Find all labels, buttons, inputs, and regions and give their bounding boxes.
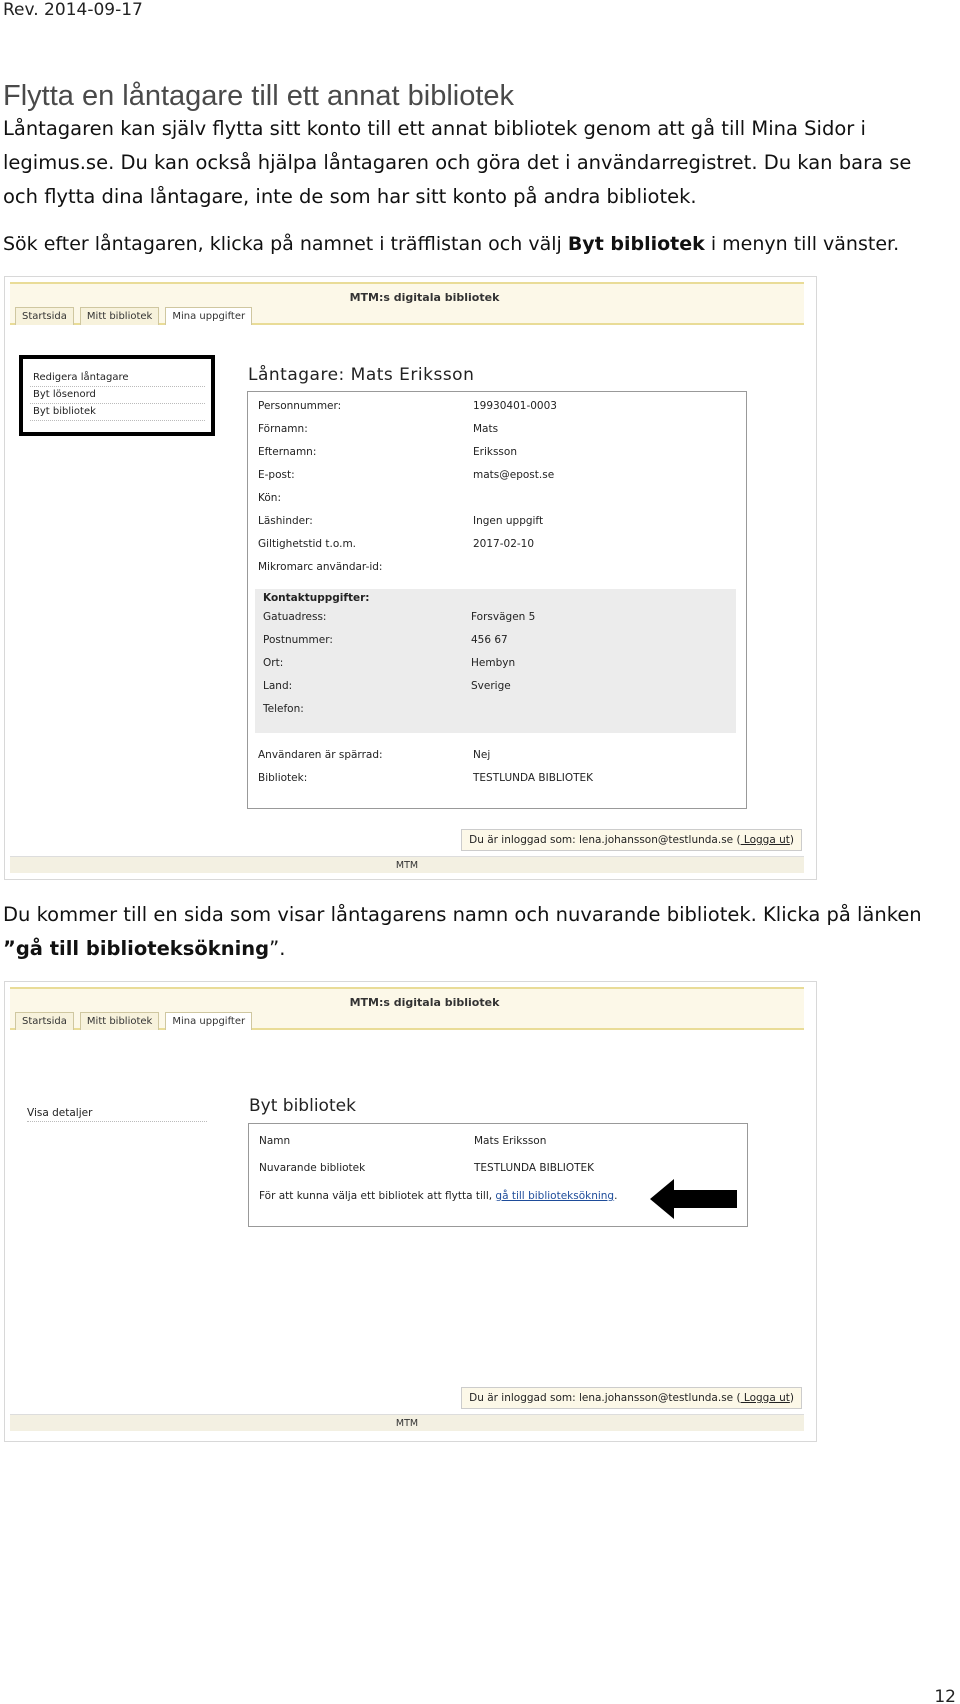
side-menu-highlight: [19, 355, 215, 436]
field-label: Ort:: [263, 657, 284, 669]
pointer-arrow-icon: [650, 1179, 740, 1219]
screenshot-byt-bibliotek: [4, 981, 817, 1442]
logout-link[interactable]: Logga ut: [740, 834, 790, 846]
tab-bar: [15, 1012, 252, 1030]
field-label: Läshinder:: [258, 515, 313, 527]
followup-text-a: Du kommer till en sida som visar låntagarens namn och nuvarande bibliotek. Klicka på länken: [3, 903, 922, 926]
contact-row: [263, 611, 726, 626]
contact-section: [255, 589, 736, 733]
app-footer: MTM: [10, 856, 804, 873]
field-label: Postnummer:: [263, 634, 333, 646]
menu-item-visa-detaljer[interactable]: Visa detaljer: [27, 1107, 207, 1122]
app-title: MTM:s digitala bibliotek: [349, 996, 500, 1009]
field-row: [258, 749, 736, 764]
tab-startsida[interactable]: Startsida: [15, 1012, 74, 1030]
field-label: E-post:: [258, 469, 295, 481]
contact-title: Kontaktuppgifter:: [263, 592, 370, 604]
field-row: [258, 400, 736, 415]
instruction-text-a: Sök efter låntagaren, klicka på namnet i träfflistan och välj: [3, 233, 568, 255]
intro-paragraph: Låntagaren kan själv flytta sitt konto till ett annat bibliotek genom att gå till Mina Sidor i legimus.se. Du kan också hjälpa låntagaren och göra det i användarregistret. Du kan bara se och flytta dina låntagare, inte de som har sitt konto på andra bibliotek.: [3, 117, 912, 208]
field-value: TESTLUNDA BIBLIOTEK: [473, 772, 594, 784]
tab-startsida[interactable]: Startsida: [15, 307, 74, 325]
tab-mina-uppgifter[interactable]: Mina uppgifter: [165, 1012, 252, 1030]
app-header: [10, 282, 804, 325]
field-label: Gatuadress:: [263, 611, 327, 623]
info-value: TESTLUNDA BIBLIOTEK: [474, 1162, 595, 1174]
field-row: [258, 538, 736, 553]
field-label: Kön:: [258, 492, 281, 504]
tab-mina-uppgifter[interactable]: Mina uppgifter: [165, 307, 252, 325]
instruction-text-c: i menyn till vänster.: [704, 233, 900, 255]
field-value: 19930401-0003: [473, 400, 557, 412]
login-text: Du är inloggad som: lena.johansson@testlunda.se (: [469, 1392, 741, 1404]
field-label: Personnummer:: [258, 400, 342, 412]
field-value: Ingen uppgift: [473, 515, 544, 527]
library-search-link[interactable]: gå till biblioteksökning: [495, 1190, 615, 1202]
contact-row: [263, 657, 726, 672]
byt-bibliotek-title: Byt bibliotek: [249, 1096, 356, 1116]
contact-row: [263, 634, 726, 649]
borrower-details-box: [247, 391, 747, 809]
field-label: Efternamn:: [258, 446, 317, 458]
instruction-paragraph: [3, 227, 953, 261]
field-value: Hembyn: [471, 657, 516, 669]
field-value: 2017-02-10: [473, 538, 535, 550]
field-value: Eriksson: [473, 446, 517, 458]
followup-text-c: ”.: [269, 937, 286, 960]
app-header: [10, 987, 804, 1030]
field-row: [258, 772, 736, 787]
field-label: Mikromarc användar-id:: [258, 561, 383, 573]
app-footer: MTM: [10, 1414, 804, 1431]
page-number: 12: [934, 1687, 956, 1704]
info-label: Namn: [259, 1135, 291, 1147]
login-text: Du är inloggad som: lena.johansson@testlunda.se (: [469, 834, 741, 846]
menu-item-byt-losenord[interactable]: Byt lösenord: [30, 387, 205, 404]
field-value: Sverige: [471, 680, 511, 692]
login-status: [461, 829, 802, 851]
info-row: [259, 1162, 595, 1174]
contact-row: [263, 680, 726, 695]
instruction-bold: Byt bibliotek: [567, 233, 705, 255]
field-row: [258, 561, 736, 576]
field-row: [258, 446, 736, 461]
field-label: Användaren är spärrad:: [258, 749, 383, 761]
menu-item-byt-bibliotek[interactable]: Byt bibliotek: [30, 404, 205, 421]
field-label: Bibliotek:: [258, 772, 308, 784]
revision-date: Rev. 2014-09-17: [3, 0, 143, 20]
logout-link[interactable]: Logga ut: [740, 1392, 790, 1404]
field-value: Forsvägen 5: [471, 611, 536, 623]
field-value: 456 67: [471, 634, 508, 646]
field-row: [258, 492, 736, 507]
field-row: [258, 515, 736, 530]
tab-bar: [15, 307, 252, 325]
login-close: ): [789, 1392, 794, 1404]
field-value: mats@epost.se: [473, 469, 555, 481]
tab-mitt-bibliotek[interactable]: Mitt bibliotek: [80, 307, 159, 325]
field-value: Mats: [473, 423, 499, 435]
followup-paragraph: [3, 898, 953, 966]
field-label: Giltighetstid t.o.m.: [258, 538, 357, 550]
field-label: Förnamn:: [258, 423, 308, 435]
field-row: [258, 469, 736, 484]
info-label: Nuvarande bibliotek: [259, 1162, 366, 1174]
borrower-title: Låntagare: Mats Eriksson: [248, 365, 475, 385]
field-value: Nej: [473, 749, 491, 761]
contact-row: [263, 703, 726, 718]
menu-item-redigera[interactable]: Redigera låntagare: [30, 370, 205, 387]
field-label: Land:: [263, 680, 293, 692]
screenshot-borrower-details: [4, 276, 817, 880]
field-label: Telefon:: [263, 703, 304, 715]
link-prefix: För att kunna välja ett bibliotek att flytta till,: [259, 1190, 496, 1202]
followup-bold: ”gå till biblioteksökning: [3, 937, 270, 960]
link-suffix: .: [614, 1190, 618, 1202]
document-title: Flytta en låntagare till ett annat bibliotek: [3, 80, 515, 112]
info-row: [259, 1135, 547, 1147]
field-row: [258, 423, 736, 438]
tab-mitt-bibliotek[interactable]: Mitt bibliotek: [80, 1012, 159, 1030]
app-title: MTM:s digitala bibliotek: [349, 291, 500, 304]
login-status: [461, 1387, 802, 1409]
link-row: [259, 1190, 617, 1202]
login-close: ): [789, 834, 794, 846]
info-value: Mats Eriksson: [474, 1135, 547, 1147]
